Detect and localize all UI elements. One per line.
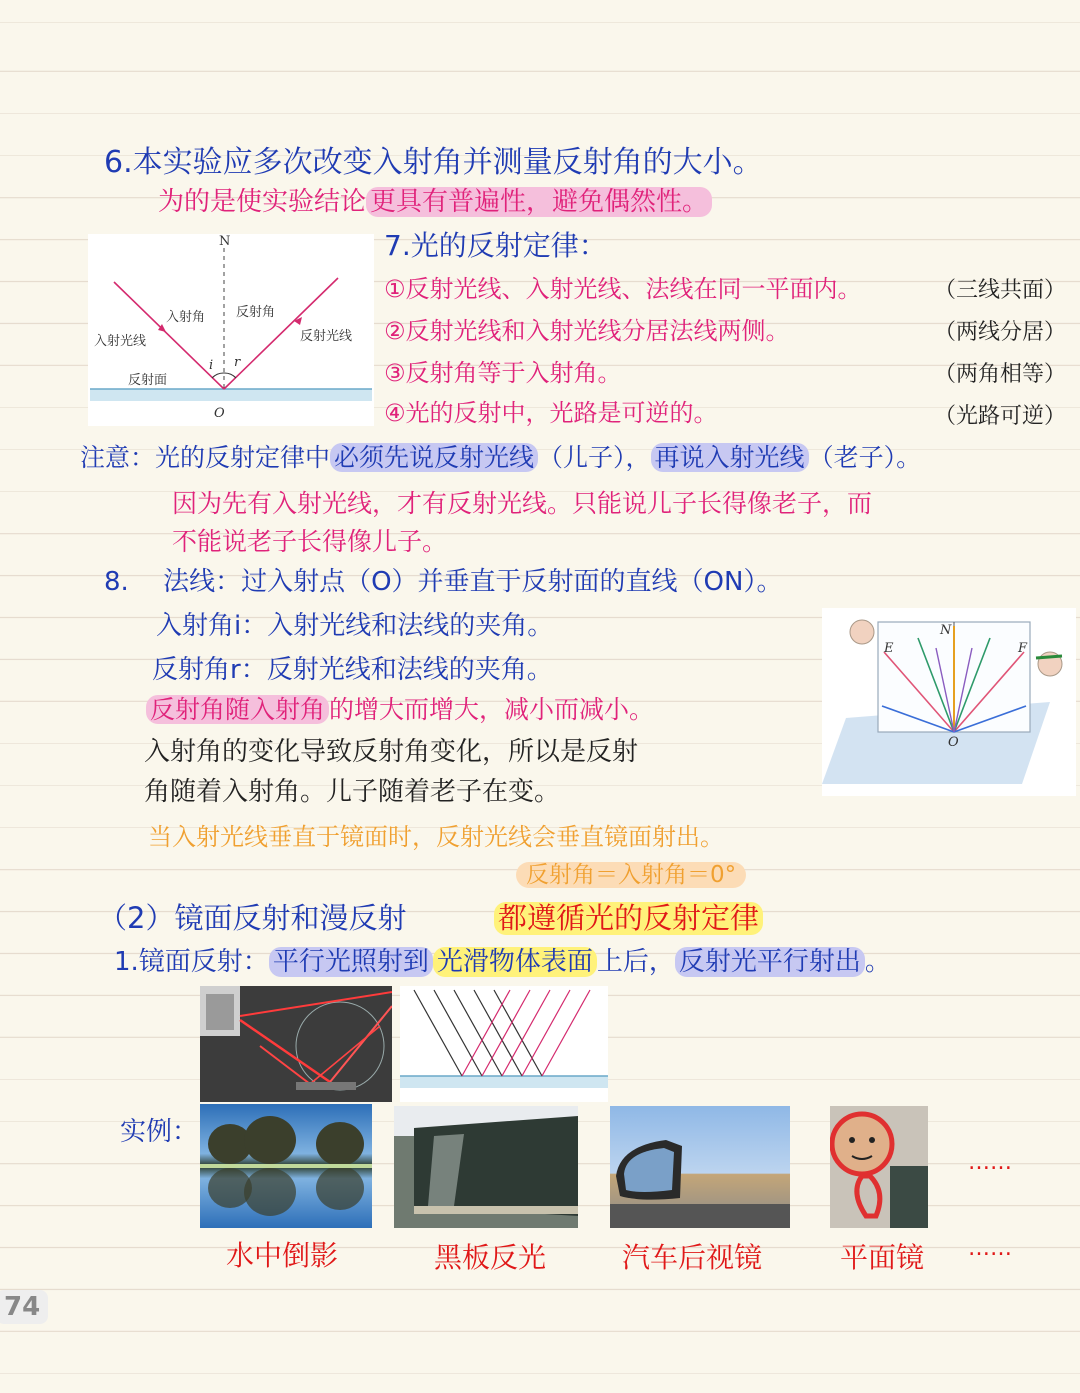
specular-d: 上后， (596, 947, 675, 977)
left-hand-icon (850, 620, 874, 644)
item6-reason (158, 188, 712, 218)
hand-mirror-photo (830, 1106, 928, 1228)
diagram1-i: i (209, 358, 214, 373)
laser-experiment-photo (200, 986, 392, 1102)
diagram1-incident-ray: 入射光线 (94, 334, 147, 349)
angle-rule-highlight: 反射角随入射角 (146, 695, 329, 724)
note-reason-1: 因为先有入射光线，才有反射光线。只能说儿子长得像老子，而 (172, 489, 873, 518)
diagram1-N: N (219, 234, 231, 249)
section2-rule: 都遵循光的反射定律 (494, 902, 763, 935)
diagram2-N: N (940, 623, 952, 638)
diagram1-r: r (234, 355, 241, 370)
law3-tag: （两角相等） (934, 362, 1067, 387)
law3: ③反射角等于入射角。 (384, 359, 622, 387)
caption-water-reflection: 水中倒影 (226, 1239, 339, 1272)
item6-line: 6.本实验应多次改变入射角并测量反射角的大小。 (104, 145, 763, 180)
note-e: （老子）。 (808, 443, 922, 472)
perpendicular-note: 当入射光线垂直于镜面时，反射光线会垂直镜面射出。 (148, 823, 724, 851)
note-a: 注意：光的反射定律中 (80, 443, 331, 472)
diagram1-incident-angle: 入射角 (166, 310, 206, 325)
specular-highlight-smooth: 光滑物体表面 (433, 947, 597, 977)
specular-highlight-parallel: 平行光照射到 (269, 947, 433, 977)
angle-rule-rest: 的增大而增大，减小而减小。 (329, 695, 655, 724)
note-highlight-incident: 再说入射光线 (651, 443, 809, 472)
note-reason-2: 不能说老子长得像儿子。 (172, 527, 448, 556)
specular-highlight-reflect: 反射光平行射出 (675, 947, 865, 977)
caption-car-mirror: 汽车后视镜 (622, 1241, 763, 1274)
explain-line-1: 入射角的变化导致反射角变化，所以是反射 (144, 737, 639, 767)
water-reflection-photo (200, 1104, 372, 1228)
car-mirror-photo (610, 1106, 790, 1228)
specular-f: 。 (864, 947, 891, 977)
examples-ellipsis: …… (968, 1150, 1012, 1175)
item8-normal: 8. 法线：过入射点（O）并垂直于反射面的直线（ON）。 (104, 567, 783, 597)
page-number: 74 (0, 1290, 48, 1324)
note-highlight-reflected: 必须先说反射光线 (330, 443, 538, 472)
diagram2-F: F (1018, 641, 1028, 656)
caption-blackboard-glare: 黑板反光 (434, 1241, 547, 1274)
law1: ①反射光线、入射光线、法线在同一平面内。 (384, 275, 862, 303)
item7-title: 7.光的反射定律： (384, 229, 607, 262)
note-line (80, 444, 921, 473)
specular-reflection-diagram (400, 986, 608, 1102)
experiment-diagram (822, 608, 1076, 796)
mirror-surface (90, 389, 372, 401)
perpendicular-equation: 反射角＝入射角＝0° (516, 862, 746, 888)
incidence-angle-def: 入射角i：入射光线和法线的夹角。 (156, 611, 554, 641)
law4-tag: （光路可逆） (934, 404, 1067, 429)
law1-tag: （三线共面） (934, 278, 1067, 303)
blackboard-photo (394, 1106, 578, 1228)
diagram1-reflected-angle: 反射角 (236, 305, 276, 320)
note-c: （儿子）， (538, 443, 651, 472)
examples-label: 实例： (120, 1117, 199, 1147)
pen-icon (1036, 656, 1062, 658)
diagram1-reflected-ray: 反射光线 (300, 329, 353, 344)
caption-plane-mirror: 平面镜 (840, 1241, 925, 1274)
law2: ②反射光线和入射光线分居法线两侧。 (384, 317, 790, 345)
diagram1-surface: 反射面 (128, 373, 168, 388)
diagram2-O: O (948, 735, 959, 750)
captions-ellipsis: …… (968, 1236, 1012, 1261)
specular-a: 1.镜面反射： (114, 947, 269, 977)
explain-line-2: 角随着入射角。儿子随着老子在变。 (144, 777, 561, 807)
law2-tag: （两线分居） (934, 320, 1067, 345)
item6-reason-highlight: 更具有普遍性，避免偶然性。 (366, 187, 712, 217)
angle-rule (146, 696, 654, 725)
reflection-diagram (88, 234, 374, 426)
reflection-angle-def: 反射角r：反射光线和法线的夹角。 (152, 655, 553, 685)
item6-reason-a: 为的是使实验结论 (158, 187, 367, 217)
law4: ④光的反射中，光路是可逆的。 (384, 399, 718, 427)
diagram2-E: E (884, 641, 894, 656)
section2-title: （2）镜面反射和漫反射 (98, 901, 407, 935)
diagram1-O: O (214, 406, 225, 421)
specular-definition (114, 948, 891, 978)
